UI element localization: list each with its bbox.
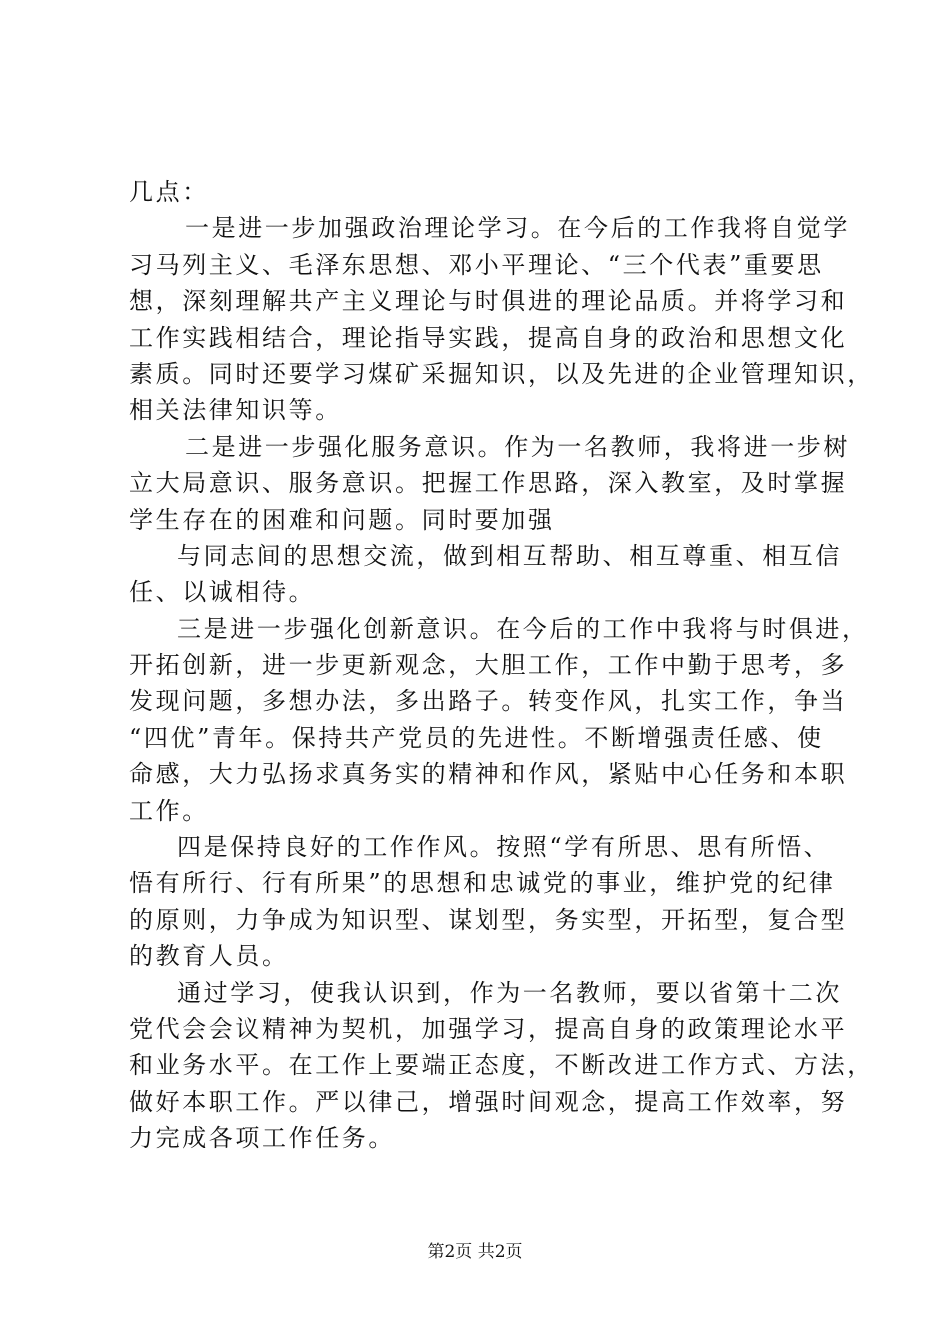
page-number-footer: 第2页 共2页 — [427, 1242, 523, 1262]
text-line: 学生存在的困难和问题。同时要加强 — [129, 505, 555, 534]
text-line: 通过学习，使我认识到，作为一名教师，要以省第十二次 — [177, 978, 842, 1007]
text-line: 相关法律知识等。 — [129, 396, 342, 425]
text-line: 工作实践相结合，理论指导实践，提高自身的政治和思想文化 — [129, 323, 848, 352]
text-line: 做好本职工作。严以律己，增强时间观念，提高工作效率，努 — [129, 1087, 848, 1116]
text-line: 二是进一步强化服务意识。作为一名教师，我将进一步树 — [185, 432, 850, 461]
text-line: 素质。同时还要学习煤矿采掘知识，以及先进的企业管理知识， — [129, 359, 874, 388]
text-line: 与同志间的思想交流，做到相互帮助、相互尊重、相互信 — [177, 541, 842, 570]
text-line: 和业务水平。在工作上要端正态度，不断改进工作方式、方法， — [129, 1051, 874, 1080]
text-line: 任、以诚相待。 — [129, 578, 316, 607]
text-line: 悟有所行、行有所果”的思想和忠诚党的事业，维护党的纪律 — [129, 869, 836, 898]
text-line: 立大局意识、服务意识。把握工作思路，深入教室，及时掌握 — [129, 469, 848, 498]
text-line: 一是进一步加强政治理论学习。在今后的工作我将自觉学 — [185, 214, 850, 243]
text-line: 的原则，力争成为知识型、谋划型，务实型，开拓型，复合型 — [129, 905, 848, 934]
text-line: 力完成各项工作任务。 — [129, 1124, 395, 1153]
text-line: 命感，大力弘扬求真务实的精神和作风，紧贴中心任务和本职 — [129, 760, 848, 789]
text-line: 习马列主义、毛泽东思想、邓小平理论、“三个代表”重要思 — [129, 250, 824, 279]
text-line: 党代会会议精神为契机，加强学习，提高自身的政策理论水平 — [129, 1014, 848, 1043]
text-line: 发现问题，多想办法，多出路子。转变作风，扎实工作，争当 — [129, 687, 848, 716]
text-line: 四是保持良好的工作作风。按照“学有所思、思有所悟、 — [177, 833, 831, 862]
text-line: 的教育人员。 — [129, 942, 289, 971]
document-body — [129, 174, 874, 1157]
text-line: 几点： — [129, 178, 209, 206]
text-line: “四优”青年。保持共产党员的先进性。不断增强责任感、使 — [129, 723, 824, 752]
text-line: 想，深刻理解共产主义理论与时俱进的理论品质。并将学习和 — [129, 287, 848, 316]
text-line: 三是进一步强化创新意识。在今后的工作中我将与时俱进， — [177, 614, 869, 643]
text-line: 开拓创新，进一步更新观念，大胆工作，工作中勤于思考，多 — [129, 651, 848, 680]
text-line: 工作。 — [129, 796, 209, 825]
